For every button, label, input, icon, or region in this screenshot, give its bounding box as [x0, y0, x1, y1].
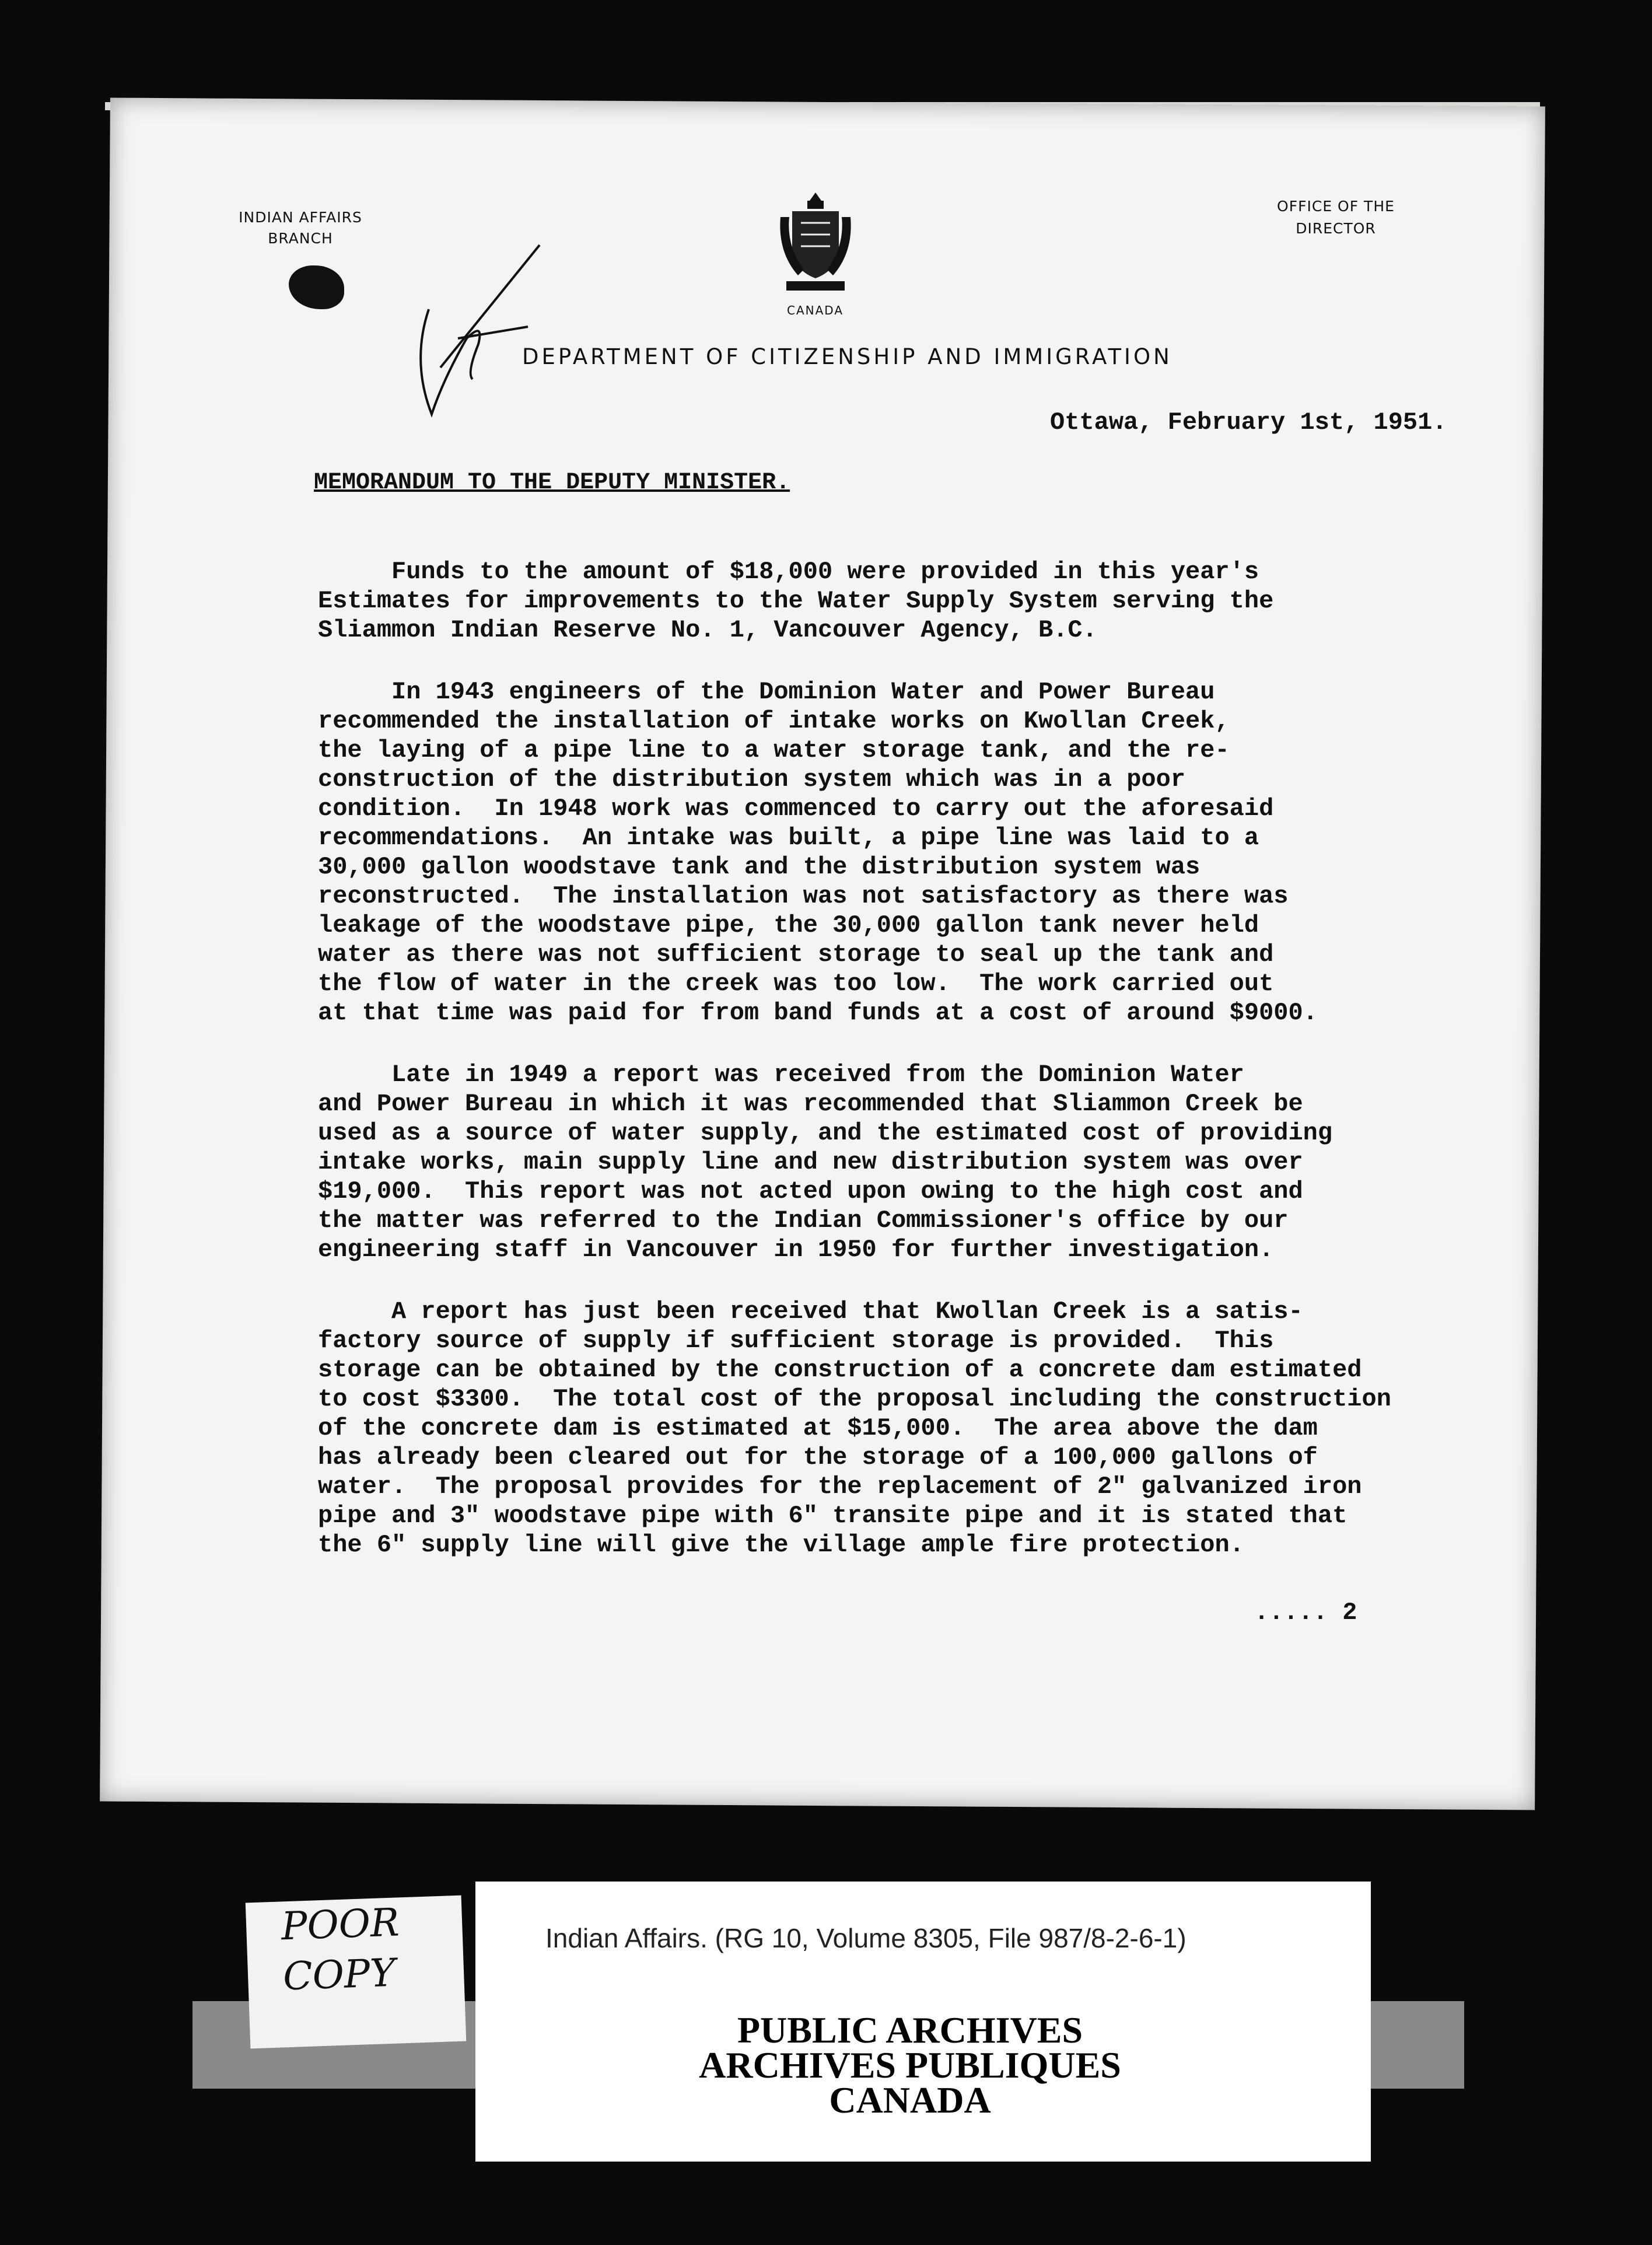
- memo-paragraph: [318, 677, 1479, 1027]
- memo-date: Ottawa, February 1st, 1951.: [1050, 408, 1447, 436]
- memo-line: water as there was not sufficient storage to seal up the tank and: [318, 940, 1274, 968]
- memo-line: has already been cleared out for the storage of a 100,000 gallons of: [318, 1443, 1318, 1471]
- memo-line: construction of the distribution system which was in a poor: [318, 765, 1186, 793]
- archives-stamp: [583, 2009, 1237, 2121]
- handwritten-initials-icon: [405, 239, 557, 420]
- branch-line-2: BRANCH: [268, 230, 333, 247]
- branch-line-1: INDIAN AFFAIRS: [239, 209, 362, 226]
- crest-label: CANADA: [786, 303, 844, 317]
- memo-line: water. The proposal provides for the replacement of 2" galvanized iron: [318, 1473, 1362, 1501]
- memo-paragraph: [318, 1060, 1479, 1264]
- memo-line: recommendations. An intake was built, a pipe line was laid to a: [318, 824, 1259, 852]
- office-heading: [1254, 195, 1418, 240]
- memo-line: of the concrete dam is estimated at $15,000. The area above the dam: [318, 1414, 1318, 1442]
- memo-line: factory source of supply if sufficient storage is provided. This: [318, 1327, 1274, 1355]
- memo-line: Funds to the amount of $18,000 were provided in this year's: [318, 558, 1259, 586]
- memo-line: storage can be obtained by the construction of a concrete dam estimated: [318, 1356, 1362, 1384]
- memo-line: the matter was referred to the Indian Commissioner's office by our: [318, 1207, 1289, 1235]
- memo-line: In 1943 engineers of the Dominion Water and Power Bureau: [318, 678, 1215, 706]
- page-marker: ..... 2: [1254, 1599, 1357, 1627]
- poor-copy-line-1: POOR: [280, 1900, 400, 1949]
- office-line-1: OFFICE OF THE: [1277, 198, 1395, 215]
- archives-stamp-line-3: CANADA: [829, 2079, 991, 2121]
- archives-stamp-line-1: PUBLIC ARCHIVES: [737, 2009, 1083, 2051]
- memo-line: condition. In 1948 work was commenced to carry out the aforesaid: [318, 795, 1274, 823]
- memo-line: Estimates for improvements to the Water Supply System serving the: [318, 587, 1274, 615]
- memo-line: Late in 1949 a report was received from the Dominion Water: [318, 1061, 1244, 1089]
- poor-copy-line-2: COPY: [282, 1950, 397, 1999]
- memo-line: intake works, main supply line and new distribution system was over: [318, 1148, 1303, 1176]
- memo-line: 30,000 gallon woodstave tank and the distribution system was: [318, 853, 1200, 881]
- memo-line: leakage of the woodstave pipe, the 30,000 gallon tank never held: [318, 911, 1259, 939]
- memo-paragraph: [318, 1297, 1479, 1559]
- archives-stamp-line-2: ARCHIVES PUBLIQUES: [699, 2044, 1121, 2086]
- canada-crest-icon: [775, 188, 856, 299]
- memo-line: used as a source of water supply, and the estimated cost of providing: [318, 1119, 1333, 1147]
- branch-heading: [225, 207, 376, 249]
- memo-paragraph: [318, 557, 1479, 645]
- office-line-2: DIRECTOR: [1296, 220, 1376, 237]
- memo-line: to cost $3300. The total cost of the proposal including the construction: [318, 1385, 1391, 1413]
- memo-line: A report has just been received that Kwollan Creek is a satis-: [318, 1298, 1303, 1326]
- poor-copy-note: [246, 1896, 466, 2049]
- memo-line: and Power Bureau in which it was recommended that Sliammon Creek be: [318, 1090, 1303, 1118]
- memo-body: [318, 557, 1479, 1592]
- memo-line: Sliammon Indian Reserve No. 1, Vancouver Agency, B.C.: [318, 616, 1097, 644]
- archive-citation: Indian Affairs. (RG 10, Volume 8305, File 987/8-2-6-1): [545, 1923, 1186, 1953]
- memo-line: the 6" supply line will give the village ample fire protection.: [318, 1531, 1244, 1559]
- memo-line: recommended the installation of intake works on Kwollan Creek,: [318, 707, 1230, 735]
- memo-line: the flow of water in the creek was too low. The work carried out: [318, 970, 1274, 998]
- memo-line: pipe and 3" woodstave pipe with 6" transite pipe and it is stated that: [318, 1502, 1348, 1530]
- memo-line: the laying of a pipe line to a water storage tank, and the re-: [318, 736, 1230, 764]
- memo-line: reconstructed. The installation was not satisfactory as there was: [318, 882, 1289, 910]
- memo-line: at that time was paid for from band funds at a cost of around $9000.: [318, 999, 1318, 1027]
- memo-line: $19,000. This report was not acted upon owing to the high cost and: [318, 1177, 1303, 1205]
- memo-title: MEMORANDUM TO THE DEPUTY MINISTER.: [314, 470, 790, 496]
- memo-line: engineering staff in Vancouver in 1950 for further investigation.: [318, 1236, 1274, 1264]
- department-name: DEPARTMENT OF CITIZENSHIP AND IMMIGRATION: [522, 344, 1172, 369]
